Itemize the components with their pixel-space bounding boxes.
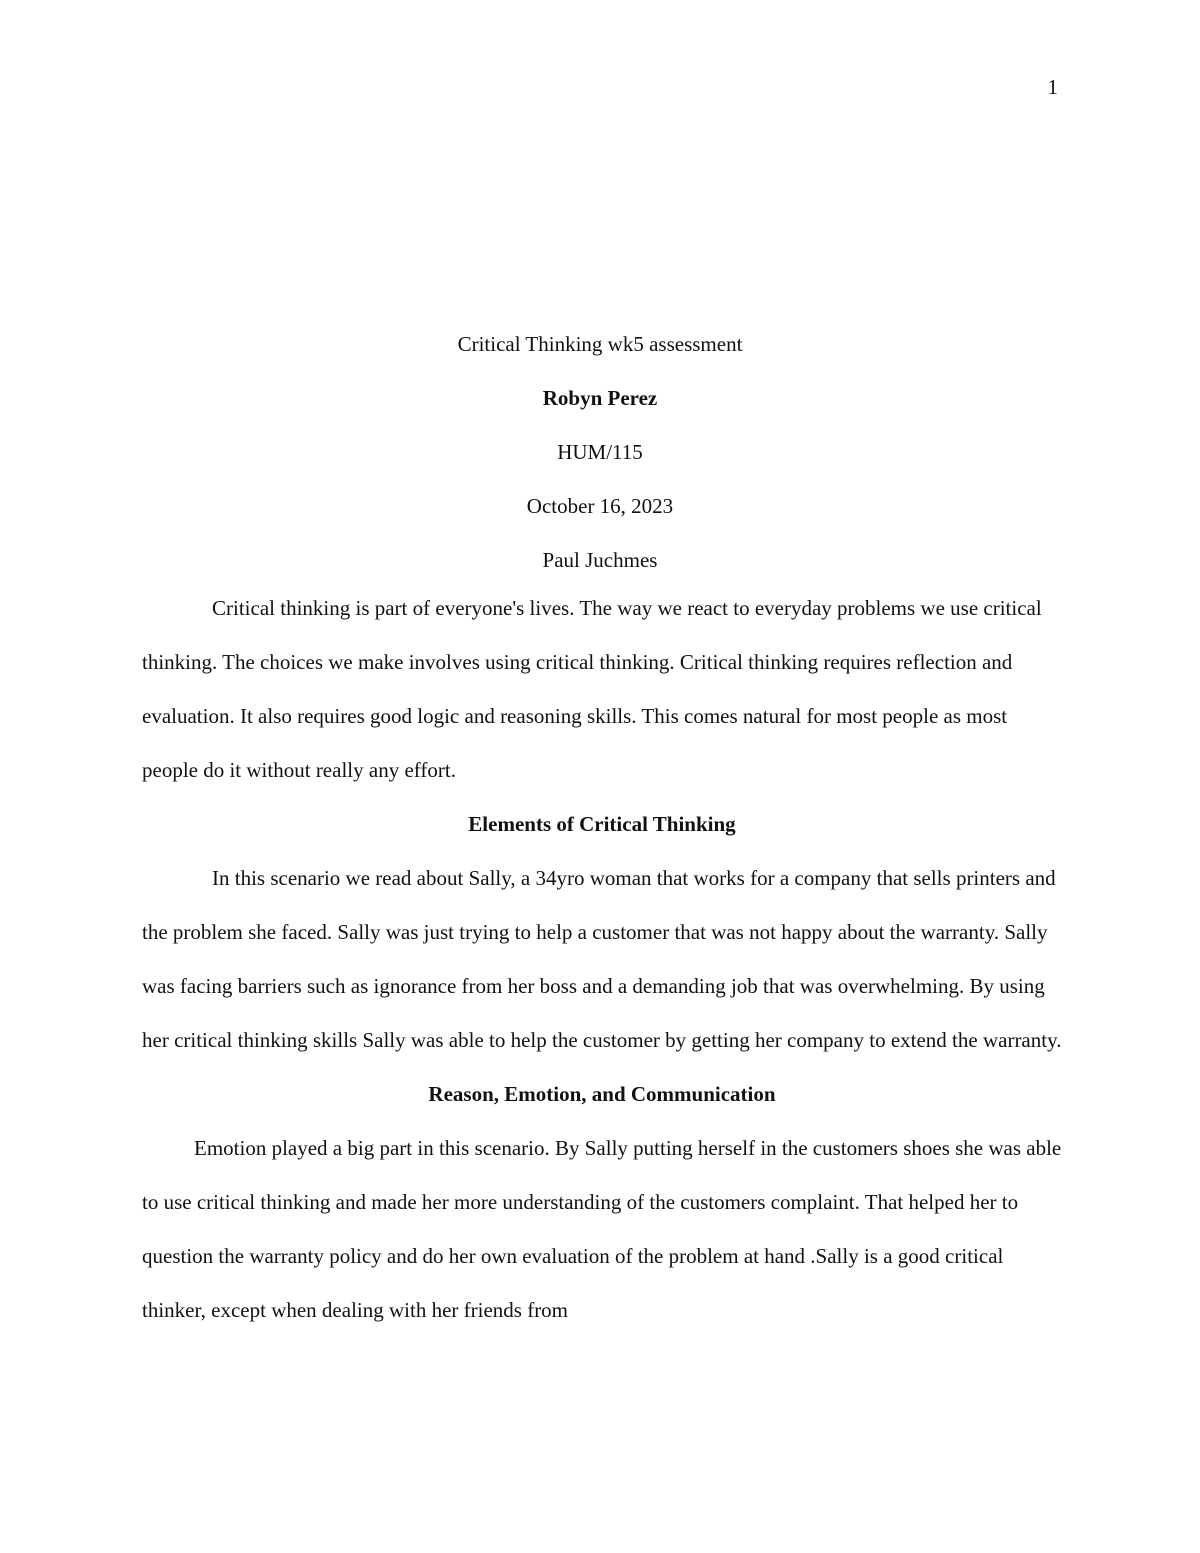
section-paragraph-elements: In this scenario we read about Sally, a 34yro woman that works for a company that sells printers and the problem she faced. Sally was just trying to help a customer that was not happy about the warranty. Sally was facing barriers such as ignorance from her boss and a demanding job that was overwhelming. By using her critical thinking skills Sally was able to help the customer by getting her company to extend the warranty. <box>142 866 1062 1052</box>
author-name: Robyn Perez <box>542 386 658 410</box>
paper-title: Critical Thinking wk5 assessment <box>457 332 743 356</box>
document-body <box>142 581 1062 1337</box>
section-paragraph-reason: Emotion played a big part in this scenario. By Sally putting herself in the customers shoes she was able to use critical thinking and made her more understanding of the customers complaint. That helped her to question the warranty policy and do her own evaluation of the problem at hand .Sally is a good critical thinker, except when dealing with her friends from <box>142 1136 1062 1322</box>
instructor-name: Paul Juchmes <box>542 548 658 572</box>
section-heading-reason: Reason, Emotion, and Communication <box>428 1082 776 1106</box>
section-heading-elements: Elements of Critical Thinking <box>468 812 736 836</box>
intro-paragraph: Critical thinking is part of everyone's lives. The way we react to everyday problems we use critical thinking. The choices we make involves using critical thinking. Critical thinking requires reflection and evaluation. It also requires good logic and reasoning skills. This comes natural for most people as most people do it without really any effort. <box>142 596 1042 782</box>
submission-date: October 16, 2023 <box>526 494 674 518</box>
title-block <box>0 330 1200 600</box>
page-number: 1 <box>1047 75 1058 99</box>
course-code: HUM/115 <box>557 440 643 464</box>
